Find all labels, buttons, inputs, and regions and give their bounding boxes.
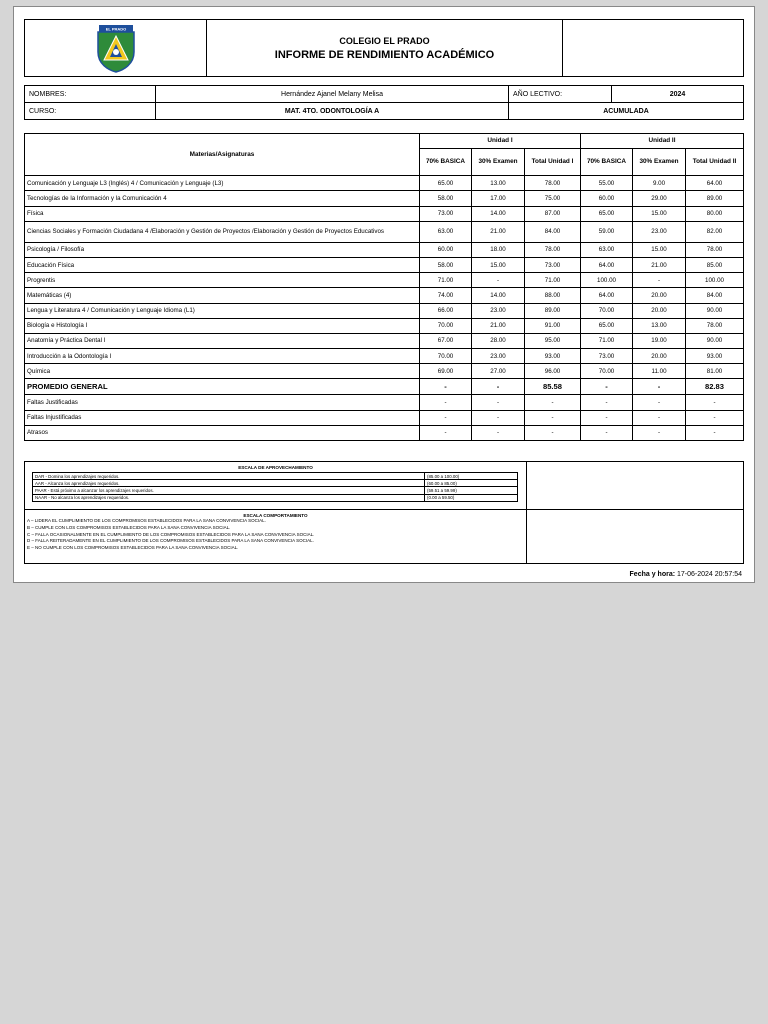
col-header: 70% BASICA	[581, 149, 633, 176]
grade-cell: 13.00	[633, 318, 686, 333]
subject-row	[25, 364, 744, 379]
grade-cell: 95.00	[525, 333, 581, 348]
scale-range: (60.00 a 85.00)	[425, 480, 518, 487]
subject-name: Atrasos	[25, 425, 420, 440]
timestamp	[630, 571, 742, 578]
achievement-side	[527, 462, 743, 510]
subject-name: Comunicación y Lenguaje L3 (Inglés) 4 / Comunicación y Lenguaje (L3)	[25, 176, 420, 191]
grade-cell: 100.00	[581, 273, 633, 288]
achievement-title: ESCALA DE APROVECHAMIENTO	[238, 465, 313, 470]
grade-cell: -	[633, 379, 686, 395]
behavior-list	[25, 518, 526, 552]
subject-name: Progrentis	[25, 273, 420, 288]
grade-cell: 93.00	[525, 349, 581, 364]
grade-cell: -	[633, 425, 686, 440]
year-value: 2024	[612, 86, 744, 103]
scale-row	[33, 494, 518, 501]
course-value: MAT. 4TO. ODONTOLOGÍA A	[156, 103, 509, 120]
grade-cell: 70.00	[420, 349, 472, 364]
grade-cell: 15.00	[633, 242, 686, 257]
col-header: Total Unidad I	[525, 149, 581, 176]
subject-row	[25, 176, 744, 191]
grade-cell: -	[581, 425, 633, 440]
grade-cell: 78.00	[525, 242, 581, 257]
grade-cell: 74.00	[420, 288, 472, 303]
grade-cell: 59.00	[581, 221, 633, 242]
grade-cell: -	[472, 410, 525, 425]
grade-cell: 63.00	[420, 221, 472, 242]
grade-cell: 60.00	[581, 191, 633, 206]
grade-cell: 80.00	[686, 206, 744, 221]
grade-cell: -	[420, 425, 472, 440]
grade-cell: 88.00	[525, 288, 581, 303]
subject-name: PROMEDIO GENERAL	[25, 379, 420, 395]
grade-cell: -	[633, 410, 686, 425]
logo-cell	[25, 20, 207, 77]
grade-cell: 14.00	[472, 206, 525, 221]
scale-row	[33, 487, 518, 494]
grade-cell: 89.00	[525, 303, 581, 318]
grade-cell: -	[525, 395, 581, 410]
behavior-title: ESCALA COMPORTAMIENTO	[243, 513, 308, 518]
subject-row	[25, 257, 744, 272]
behavior-scale	[25, 510, 527, 563]
grade-cell: 89.00	[686, 191, 744, 206]
grade-cell: -	[686, 410, 744, 425]
grade-cell: 71.00	[581, 333, 633, 348]
school-name: COLEGIO EL PRADO	[339, 35, 430, 46]
col-header: 30% Examen	[633, 149, 686, 176]
grade-cell: 23.00	[633, 221, 686, 242]
timestamp-value: 17-06-2024 20:57:54	[677, 571, 742, 578]
grade-cell: 90.00	[686, 303, 744, 318]
grade-cell: 15.00	[472, 257, 525, 272]
grade-cell: 65.00	[420, 176, 472, 191]
grade-cell: 20.00	[633, 303, 686, 318]
scale-range: (0.00 a 59.50)	[425, 494, 518, 501]
grade-cell: 18.00	[472, 242, 525, 257]
achievement-table	[32, 472, 518, 502]
grade-cell: 21.00	[472, 221, 525, 242]
subject-name: Ciencias Sociales y Formación Ciudadana 4 /Elaboración y Gestión de Proyectos /Elaboración y Gestión de Proyectos Educativos	[25, 221, 420, 242]
behavior-item: D – FALLA REITERADAMENTE EN EL CUMPLIMIENTO DE LOS COMPROMISOS ESTABLECIDOS PARA LA SANA CONVIVENCIA SOCIAL.	[27, 538, 314, 544]
grade-cell: 70.00	[581, 364, 633, 379]
subject-header: Materias/Asignaturas	[25, 134, 420, 176]
empty-header-cell	[563, 20, 744, 77]
report-page	[13, 6, 755, 583]
grade-cell: 71.00	[525, 273, 581, 288]
grade-cell: 85.58	[525, 379, 581, 395]
grade-cell: -	[581, 395, 633, 410]
grade-cell: 85.00	[686, 257, 744, 272]
grade-cell: 73.00	[581, 349, 633, 364]
grade-cell: 27.00	[472, 364, 525, 379]
names-value: Hernández Ajanel Melany Melisa	[156, 86, 509, 103]
grade-cell: 66.00	[420, 303, 472, 318]
subject-row	[25, 303, 744, 318]
student-info	[24, 85, 744, 120]
grade-cell: 91.00	[525, 318, 581, 333]
scale-label: DAR - Domina los aprendizajes requeridos.	[33, 473, 425, 480]
grade-cell: -	[581, 379, 633, 395]
grade-cell: -	[525, 410, 581, 425]
grade-cell: 60.00	[420, 242, 472, 257]
behavior-item: E – NO CUMPLE CON LOS COMPROMISOS ESTABLECIDOS PARA LA SANA CONVIVENCIA SOCIAL.	[27, 545, 239, 551]
subject-name: Física	[25, 206, 420, 221]
names-label: NOMBRES:	[25, 86, 156, 103]
grade-cell: 90.00	[686, 333, 744, 348]
grade-cell: -	[581, 410, 633, 425]
grade-cell: 82.83	[686, 379, 744, 395]
subject-name: Psicología / Filosofía	[25, 242, 420, 257]
behavior-item: A – LIDERA EL CUMPLIMIENTO DE LOS COMPROMISOS ESTABLECIDOS PARA LA SANA CONVIVENCIA SOCIAL.	[27, 518, 266, 523]
grade-cell: 64.00	[686, 176, 744, 191]
subject-name: Química	[25, 364, 420, 379]
subject-name: Introducción a la Odontología I	[25, 349, 420, 364]
grade-cell: 84.00	[525, 221, 581, 242]
grade-cell: -	[472, 273, 525, 288]
grade-cell: 63.00	[581, 242, 633, 257]
unit1-header: Unidad I	[420, 134, 581, 149]
grade-cell: -	[472, 395, 525, 410]
grade-cell: 23.00	[472, 303, 525, 318]
scale-row	[33, 473, 518, 480]
grade-cell: 84.00	[686, 288, 744, 303]
subject-name: Tecnologías de la Información y la Comunicación 4	[25, 191, 420, 206]
grade-cell: -	[633, 395, 686, 410]
grade-cell: -	[525, 425, 581, 440]
subject-row	[25, 333, 744, 348]
grade-cell: 15.00	[633, 206, 686, 221]
grade-cell: 67.00	[420, 333, 472, 348]
title-cell	[207, 20, 563, 77]
grade-cell: 21.00	[633, 257, 686, 272]
grade-cell: 65.00	[581, 318, 633, 333]
grade-cell: 11.00	[633, 364, 686, 379]
subject-row	[25, 273, 744, 288]
attendance-row	[25, 410, 744, 425]
grade-cell: 20.00	[633, 288, 686, 303]
scale-label: NAAR - No alcanza los aprendizajes requeridos.	[33, 494, 425, 501]
grade-cell: 96.00	[525, 364, 581, 379]
grade-cell: 23.00	[472, 349, 525, 364]
col-header: 30% Examen	[472, 149, 525, 176]
grade-cell: -	[420, 379, 472, 395]
scale-range: (59.51 a 59.99)	[425, 487, 518, 494]
grade-cell: 58.00	[420, 257, 472, 272]
grade-cell: 75.00	[525, 191, 581, 206]
scale-row	[33, 480, 518, 487]
grade-cell: 69.00	[420, 364, 472, 379]
subject-name: Lengua y Literatura 4 / Comunicación y Lenguaje Idioma (L1)	[25, 303, 420, 318]
grade-cell: 78.00	[686, 242, 744, 257]
attendance-row	[25, 395, 744, 410]
average-row	[25, 379, 744, 395]
subject-row	[25, 242, 744, 257]
grade-cell: 9.00	[633, 176, 686, 191]
grades-table	[24, 133, 744, 441]
timestamp-label: Fecha y hora:	[629, 571, 676, 578]
accum-label: ACUMULADA	[509, 103, 744, 120]
grade-cell: 19.00	[633, 333, 686, 348]
grade-cell: 20.00	[633, 349, 686, 364]
subject-row	[25, 349, 744, 364]
grade-cell: 93.00	[686, 349, 744, 364]
scales-box	[24, 461, 744, 564]
subject-name: Anatomía y Práctica Dental I	[25, 333, 420, 348]
grade-cell: -	[686, 395, 744, 410]
grade-cell: -	[420, 395, 472, 410]
grade-cell: 70.00	[581, 303, 633, 318]
grade-cell: 100.00	[686, 273, 744, 288]
unit2-header: Unidad II	[581, 134, 744, 149]
grade-cell: 87.00	[525, 206, 581, 221]
grade-cell: 58.00	[420, 191, 472, 206]
grade-cell: 82.00	[686, 221, 744, 242]
behavior-item: B – CUMPLE CON LOS COMPROMISOS ESTABLECIDOS PARA LA SANA CONVIVENCIA SOCIAL.	[27, 524, 231, 530]
subject-row	[25, 191, 744, 206]
year-label: AÑO LECTIVO:	[509, 86, 612, 103]
grade-cell: 73.00	[420, 206, 472, 221]
scale-label: PAAR - Está próximo a alcanzar los aprendizajes requeridos.	[33, 487, 425, 494]
grade-cell: -	[686, 425, 744, 440]
scale-range: (85.00 a 100.00)	[425, 473, 518, 480]
grade-cell: 71.00	[420, 273, 472, 288]
subject-row	[25, 318, 744, 333]
grade-cell: 13.00	[472, 176, 525, 191]
course-label: CURSO:	[25, 103, 156, 120]
grade-cell: 21.00	[472, 318, 525, 333]
grade-cell: 65.00	[581, 206, 633, 221]
subject-name: Faltas Injustificadas	[25, 410, 420, 425]
subject-name: Matemáticas (4)	[25, 288, 420, 303]
grade-cell: 64.00	[581, 288, 633, 303]
subject-name: Biología e Histología I	[25, 318, 420, 333]
subject-row	[25, 206, 744, 221]
subject-row	[25, 288, 744, 303]
grade-cell: 17.00	[472, 191, 525, 206]
subject-name: Educación Física	[25, 257, 420, 272]
report-title: INFORME DE RENDIMIENTO ACADÉMICO	[274, 48, 495, 61]
col-header: 70% BASICA	[420, 149, 472, 176]
report-header	[24, 19, 744, 77]
grade-cell: 14.00	[472, 288, 525, 303]
achievement-scale	[25, 462, 527, 510]
grade-cell: 73.00	[525, 257, 581, 272]
grade-cell: -	[472, 379, 525, 395]
grade-cell: 70.00	[420, 318, 472, 333]
attendance-row	[25, 425, 744, 440]
subject-row	[25, 221, 744, 242]
grade-cell: -	[633, 273, 686, 288]
grade-cell: 55.00	[581, 176, 633, 191]
grade-cell: 78.00	[525, 176, 581, 191]
grade-cell: 29.00	[633, 191, 686, 206]
grade-cell: 78.00	[686, 318, 744, 333]
subject-name: Faltas Justificadas	[25, 395, 420, 410]
grade-cell: 81.00	[686, 364, 744, 379]
grade-cell: -	[420, 410, 472, 425]
grade-cell: 64.00	[581, 257, 633, 272]
school-logo-icon	[90, 22, 142, 74]
behavior-item: C – FALLA OCASIONALMENTE EN EL CUMPLIMIENTO DE LOS COMPROMISOS ESTABLECIDOS PARA LA SANA CONVIVENCIA SOCIAL.	[27, 531, 315, 537]
col-header: Total Unidad II	[686, 149, 744, 176]
grade-cell: 28.00	[472, 333, 525, 348]
grade-cell: -	[472, 425, 525, 440]
logo-text: EL PRADO	[105, 26, 126, 32]
scale-label: AAR - Alcanza los aprendizajes requeridos.	[33, 480, 425, 487]
